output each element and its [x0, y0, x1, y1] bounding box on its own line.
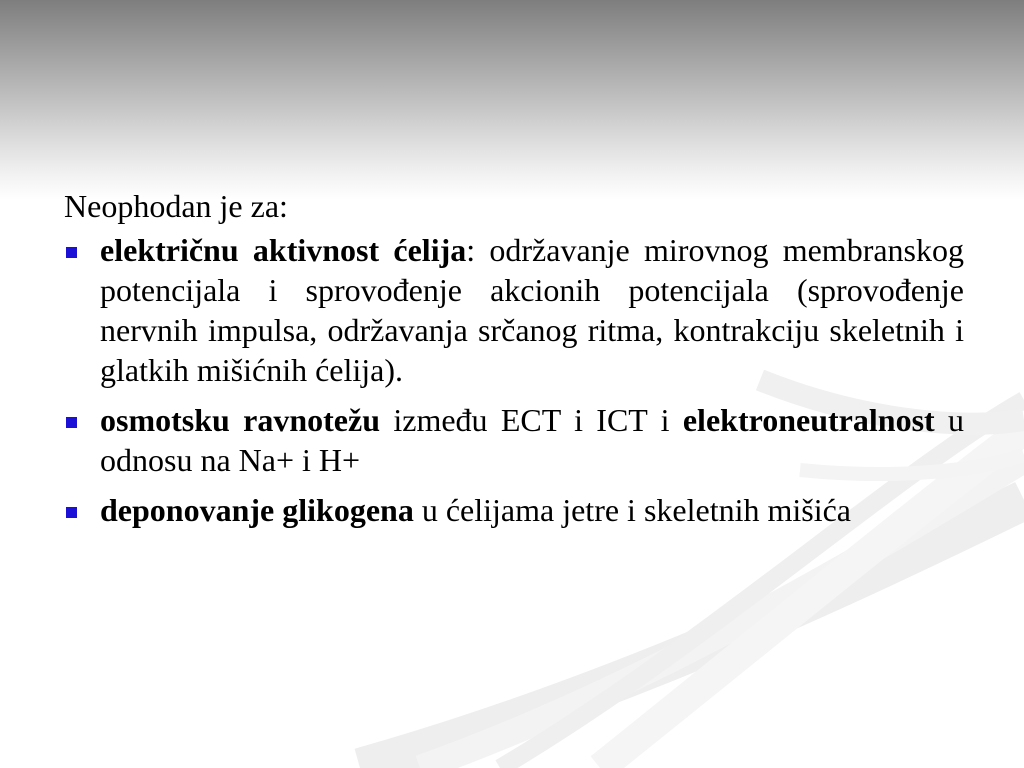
bullet-item [64, 400, 964, 480]
bullet-bold-term: deponovanje glikogena [100, 492, 414, 528]
bullet-bold-term: električnu aktivnost ćelija [100, 232, 467, 268]
bullet-list [64, 230, 964, 530]
bullet-bold-term: osmotsku ravnotežu [100, 402, 381, 438]
square-bullet-icon [66, 247, 77, 258]
slide-content [64, 186, 964, 540]
bullet-item [64, 490, 964, 530]
intro-text: Neophodan je za: [64, 188, 288, 224]
bullet-text: između ECT i ICT i [380, 402, 683, 438]
bullet-item [64, 230, 964, 390]
bullet-text: u odnosu na Na+ i H+ [100, 402, 965, 478]
bullet-text: u ćelijama jetre i skeletnih mišića [413, 492, 851, 528]
square-bullet-icon [66, 417, 77, 428]
bullet-bold-term: elektroneutralnost [682, 402, 935, 438]
bullet-text: : održavanje mirovnog membranskog potencijala i sprovođenje akcionih potencijala (sprovođenje nervnih impulsa, održavanja srčanog ritma, kontrakciju skeletnih i glatkih mišićnih ćelija). [100, 232, 965, 388]
square-bullet-icon [66, 507, 77, 518]
